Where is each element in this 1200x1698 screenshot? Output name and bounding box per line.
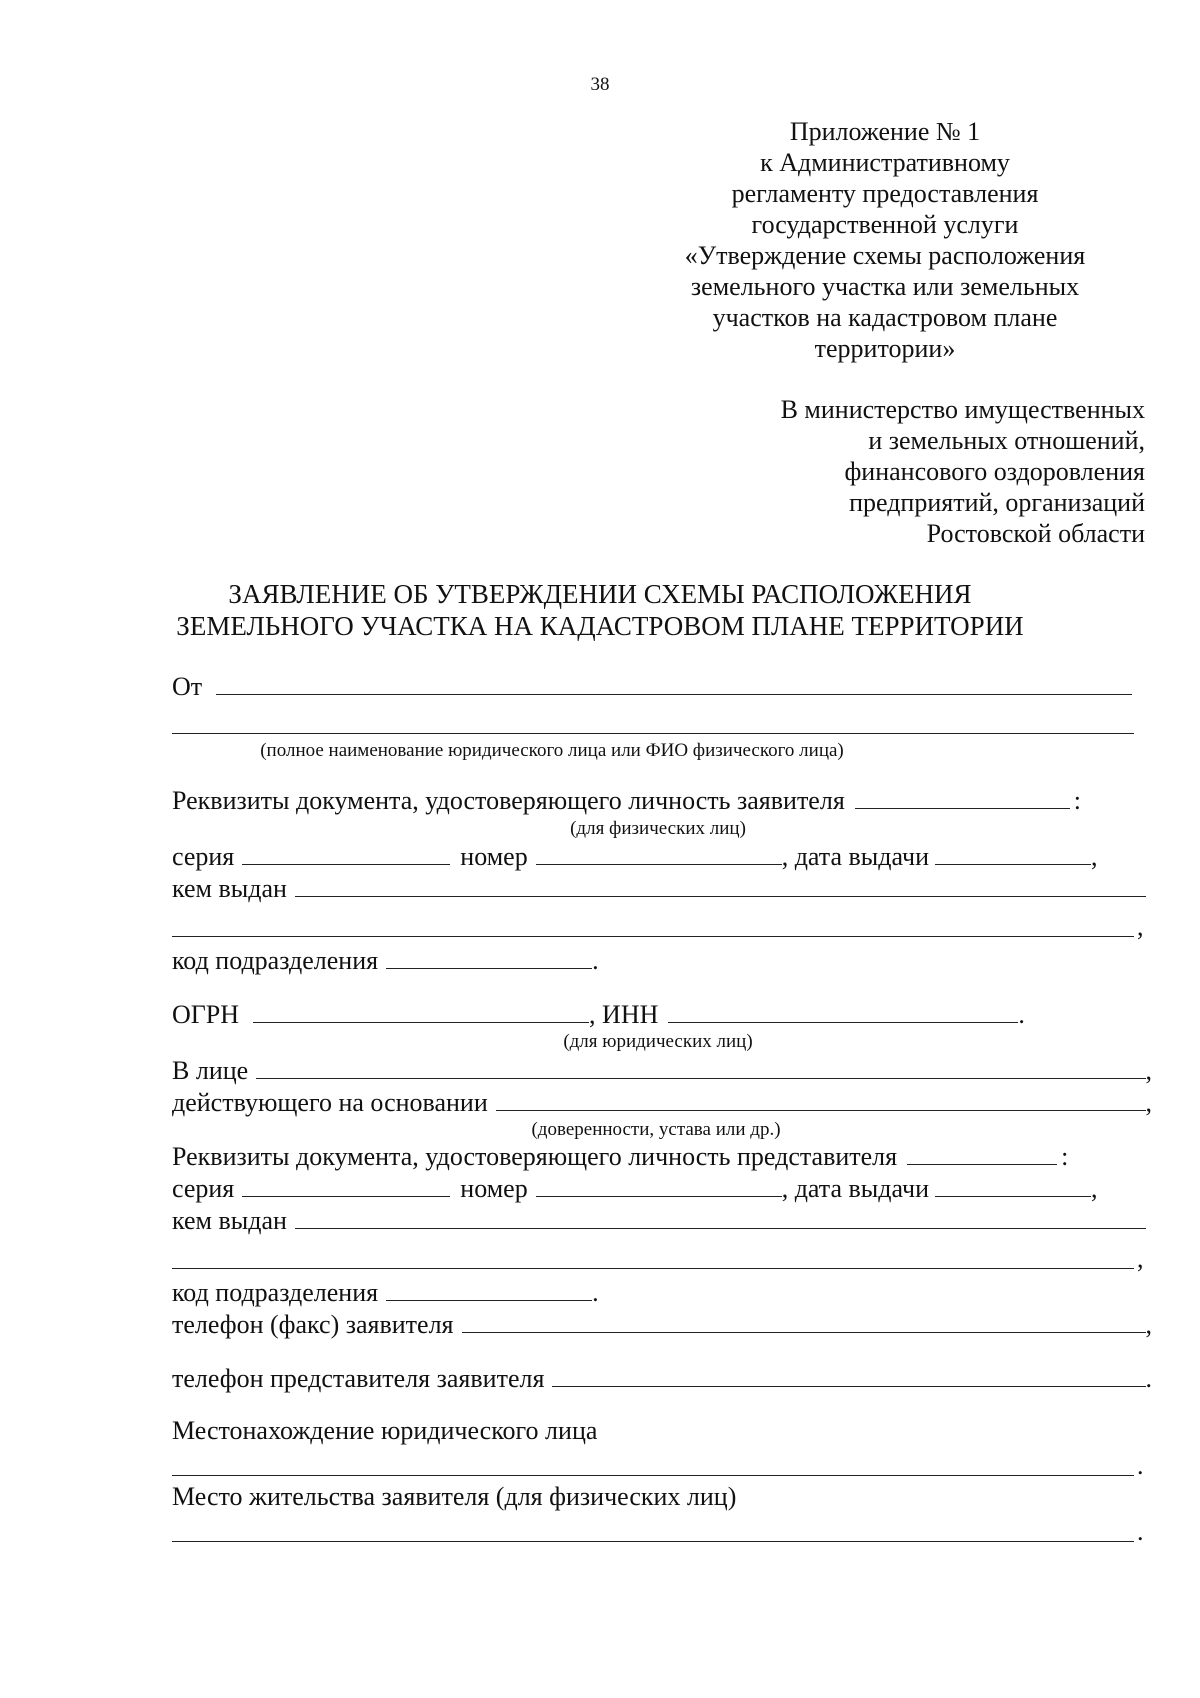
comma: ,	[1137, 912, 1144, 941]
period: .	[1137, 1451, 1144, 1480]
period: .	[1018, 1000, 1025, 1029]
annex-line: «Утверждение схемы расположения	[684, 241, 1086, 270]
title-line-2: ЗЕМЕЛЬНОГО УЧАСТКА НА КАДАСТРОВОМ ПЛАНЕ ТЕРРИТОРИИ	[176, 611, 1024, 641]
addressee-block	[685, 394, 1145, 549]
legal-location-label: Местонахождение юридического лица	[172, 1416, 598, 1445]
legal-location-row	[172, 1416, 1152, 1446]
comma: ,	[1145, 1310, 1152, 1339]
issued-by-field[interactable]	[295, 1208, 1146, 1229]
representative-doc-field[interactable]	[907, 1144, 1057, 1165]
from-hint: (полное наименование юридического лица или ФИО физического лица)	[260, 740, 844, 761]
residence-field[interactable]	[172, 1541, 1134, 1542]
annex-line: Приложение № 1	[789, 117, 981, 146]
from-row	[172, 672, 1152, 702]
issued-by-field[interactable]	[295, 876, 1146, 897]
applicant-doc-row	[172, 786, 1152, 816]
issue-date-label: , дата выдачи	[781, 842, 929, 871]
period: .	[1137, 1517, 1144, 1546]
representative-phone-label: телефон представителя заявителя	[172, 1364, 545, 1393]
represented-by-field[interactable]	[256, 1058, 1145, 1079]
inn-field[interactable]	[668, 1002, 1018, 1023]
applicant-issued-by-row	[172, 874, 1152, 904]
title-line-1: ЗАЯВЛЕНИЕ ОБ УТВЕРЖДЕНИИ СХЕМЫ РАСПОЛОЖЕНИЯ	[228, 579, 972, 609]
addressee-line: финансового оздоровления	[844, 457, 1145, 486]
representative-phone-row	[172, 1364, 1152, 1394]
period: .	[592, 1278, 599, 1307]
series-field[interactable]	[242, 844, 450, 865]
applicant-phone-label: телефон (факс) заявителя	[172, 1310, 454, 1339]
representative-doc-row	[172, 1142, 1152, 1172]
applicant-doc-label: Реквизиты документа, удостоверяющего личность заявителя	[172, 786, 845, 815]
series-label: серия	[172, 1174, 235, 1203]
acting-basis-label: действующего на основании	[172, 1088, 488, 1117]
addressee-line: и земельных отношений,	[868, 426, 1145, 455]
issued-by-label: кем выдан	[172, 874, 287, 903]
number-field[interactable]	[536, 1176, 782, 1197]
ogrn-field[interactable]	[253, 1002, 589, 1023]
applicant-doc-field[interactable]	[855, 788, 1070, 809]
for-individuals-hint: (для физических лиц)	[570, 818, 746, 839]
applicant-phone-field[interactable]	[462, 1312, 1146, 1333]
annex-header	[675, 116, 1095, 364]
series-field[interactable]	[242, 1176, 450, 1197]
colon: :	[1073, 786, 1082, 815]
ogrn-inn-row	[172, 1000, 1152, 1030]
acting-basis-field[interactable]	[496, 1090, 1146, 1111]
annex-line: к Административному	[760, 148, 1010, 177]
represented-by-row	[172, 1056, 1152, 1086]
from-label: От	[172, 672, 203, 701]
division-code-label: код подразделения	[172, 1278, 379, 1307]
representative-division-row	[172, 1278, 1152, 1308]
addressee-line: Ростовской области	[926, 519, 1145, 548]
basis-hint: (доверенности, устава или др.)	[531, 1119, 781, 1140]
colon: :	[1061, 1142, 1069, 1171]
inn-label: , ИНН	[589, 1000, 659, 1029]
issue-date-field[interactable]	[935, 1176, 1091, 1197]
issued-by-field-line-2[interactable]	[172, 1268, 1134, 1269]
representative-phone-field[interactable]	[552, 1366, 1145, 1387]
issued-by-label: кем выдан	[172, 1206, 287, 1235]
issue-date-field[interactable]	[935, 844, 1091, 865]
representative-passport-row	[172, 1174, 1152, 1204]
period: .	[1145, 1364, 1152, 1393]
division-code-label: код подразделения	[172, 946, 379, 975]
issued-by-field-line-2[interactable]	[172, 936, 1134, 937]
document-title	[0, 578, 1200, 642]
issue-date-label: , дата выдачи	[781, 1174, 929, 1203]
number-field[interactable]	[536, 844, 782, 865]
comma: ,	[1145, 1056, 1152, 1085]
from-field[interactable]	[216, 674, 1132, 695]
legal-location-field[interactable]	[172, 1475, 1134, 1476]
ogrn-label: ОГРН	[172, 1000, 240, 1029]
series-label: серия	[172, 842, 235, 871]
comma: ,	[1145, 1088, 1152, 1117]
comma: ,	[1090, 1174, 1098, 1203]
annex-line: территории»	[814, 334, 956, 363]
applicant-phone-row	[172, 1310, 1152, 1340]
annex-line: государственной услуги	[751, 210, 1019, 239]
applicant-division-row	[172, 946, 1152, 976]
acting-basis-row	[172, 1088, 1152, 1118]
residence-row	[172, 1482, 1152, 1512]
residence-label: Место жительства заявителя (для физических лиц)	[172, 1482, 737, 1511]
annex-line: регламенту предоставления	[731, 179, 1039, 208]
representative-issued-by-row	[172, 1206, 1152, 1236]
for-legal-hint: (для юридических лиц)	[563, 1031, 753, 1052]
number-label: номер	[460, 842, 528, 871]
annex-line: участков на кадастровом плане	[712, 303, 1058, 332]
represented-by-label: В лице	[172, 1056, 249, 1085]
page-number: 38	[590, 74, 610, 95]
from-field-line-2[interactable]	[172, 733, 1134, 734]
division-code-field[interactable]	[386, 948, 592, 969]
representative-doc-label: Реквизиты документа, удостоверяющего личность представителя	[172, 1142, 898, 1171]
addressee-line: В министерство имущественных	[780, 395, 1145, 424]
comma: ,	[1090, 842, 1098, 871]
comma: ,	[1137, 1244, 1144, 1273]
addressee-line: предприятий, организаций	[849, 488, 1145, 517]
period: .	[592, 946, 599, 975]
division-code-field[interactable]	[386, 1280, 592, 1301]
annex-line: земельного участка или земельных	[690, 272, 1080, 301]
applicant-passport-row	[172, 842, 1152, 872]
number-label: номер	[460, 1174, 528, 1203]
